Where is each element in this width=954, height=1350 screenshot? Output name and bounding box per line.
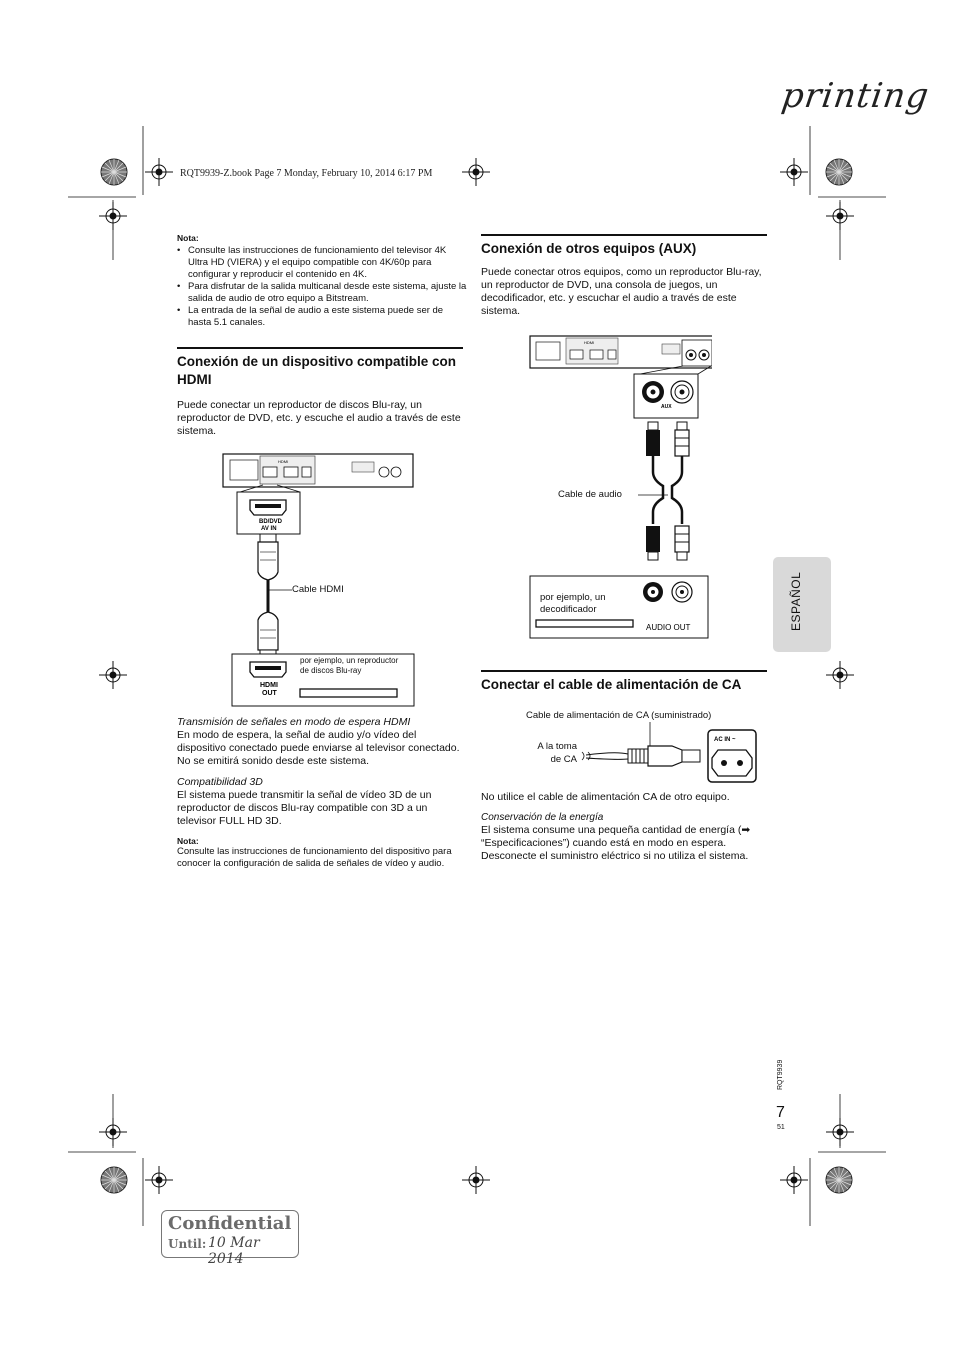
standby-heading: Transmisión de señales en modo de espera HDMI <box>177 716 411 728</box>
outlet-label-1: A la toma <box>537 741 577 752</box>
panel-hdmi-label: HDMI <box>278 459 289 464</box>
book-info: RQT9939-Z.book Page 7 Monday, February 10, 2014 6:17 PM <box>180 168 433 179</box>
compat-text: El sistema puede transmitir la señal de vídeo 3D de un reproductor de discos Blu-ray compatible con 3D a un televisor FULL HD 3D. <box>177 789 432 827</box>
cable-hdmi-label: Cable HDMI <box>292 584 344 595</box>
port-label-bd: BD/DVD <box>259 519 283 525</box>
list-item: • Para disfrutar de la salida multicanal desde este sistema, ajuste la salida de audio de otro equipo a Bitstream. <box>188 281 467 305</box>
language-tab <box>773 557 831 652</box>
panel-hdmi-label: HDMI <box>584 340 595 345</box>
compat-heading: Compatibilidad 3D <box>177 776 263 788</box>
list-item: • La entrada de la señal de audio a este sistema puede ser de hasta 5.1 canales. <box>188 305 467 329</box>
section-title-hdmi: Conexión de un dispositivo compatible con HDMI <box>177 347 463 389</box>
confidential-stamp <box>161 1210 299 1267</box>
aux-label: AUX <box>661 404 672 410</box>
nota2-label: Nota: <box>177 836 199 846</box>
section-title-aux: Conexión de otros equipos (AUX) <box>481 234 767 258</box>
out-label-hdmi: HDMI <box>260 682 278 689</box>
language-tab-label: ESPAÑOL <box>789 571 803 631</box>
energy-section <box>481 811 771 863</box>
confidential-until-label: Until: <box>168 1237 207 1251</box>
port-label-avin: AV IN <box>261 526 277 532</box>
cable-audio-label: Cable de audio <box>558 489 622 500</box>
printing-stamp: printing <box>779 76 932 116</box>
section-title-ac: Conectar el cable de alimentación de CA <box>481 670 767 694</box>
ac-note: No utilice el cable de alimentación CA de otro equipo. <box>481 791 730 803</box>
page-number: 7 <box>776 1104 785 1121</box>
audio-out-label: AUDIO OUT <box>646 623 691 632</box>
device-label-bluray: por ejemplo, un reproductor de discos Blu-ray <box>300 656 399 675</box>
standby-section <box>177 716 467 869</box>
nota-label: Nota: <box>177 233 199 243</box>
ac-in-label: AC IN ~ <box>714 737 736 743</box>
ac-cable-label: Cable de alimentación de CA (suministrado) <box>526 710 712 721</box>
hdmi-intro: Puede conectar un reproductor de discos Blu-ray, un reproductor de DVD, etc. y escuche el audio a través de este sistema. <box>177 399 461 437</box>
energy-text: El sistema consume una pequeña cantidad de energía (➡ “Especificaciones”) cuando está en modo en espera. Desconecte el suministro eléctrico si no utiliza el sistema. <box>481 824 751 862</box>
device-label-decoder: por ejemplo, un decodificador <box>540 592 606 615</box>
ac-cable-diagram <box>578 722 760 784</box>
aux-intro: Puede conectar otros equipos, como un reproductor Blu-ray, un reproductor de DVD, una consola de juegos, un decodificador, etc. y escuchar el audio a través de este sistema. <box>481 266 762 317</box>
nota-list <box>177 245 467 329</box>
list-item: • Consulte las instrucciones de funcionamiento del televisor 4K Ultra HD (VIERA) y el equipo compatible con 4K/60p para configurar y reproducir el contenido en 4K. <box>188 245 467 281</box>
energy-heading: Conservación de la energía <box>481 812 604 823</box>
confidential-date: 10 Mar 2014 <box>208 1235 260 1267</box>
out-label-out: OUT <box>262 690 277 697</box>
sub-page-number: 51 <box>777 1124 785 1131</box>
standby-text: En modo de espera, la señal de audio y/o vídeo del dispositivo conectado puede enviarse al televisor conectado. No se emitirá sonido desde este sistema. <box>177 729 460 767</box>
left-column <box>177 233 467 329</box>
outlet-label-2: de CA <box>550 754 577 765</box>
confidential-title: Confidential <box>168 1213 292 1234</box>
doc-code: RQT9939 <box>777 1059 784 1090</box>
nota2-text: Consulte las instrucciones de funcionamiento del dispositivo para conocer la configuración de salida de señales de vídeo y audio. <box>177 846 452 869</box>
